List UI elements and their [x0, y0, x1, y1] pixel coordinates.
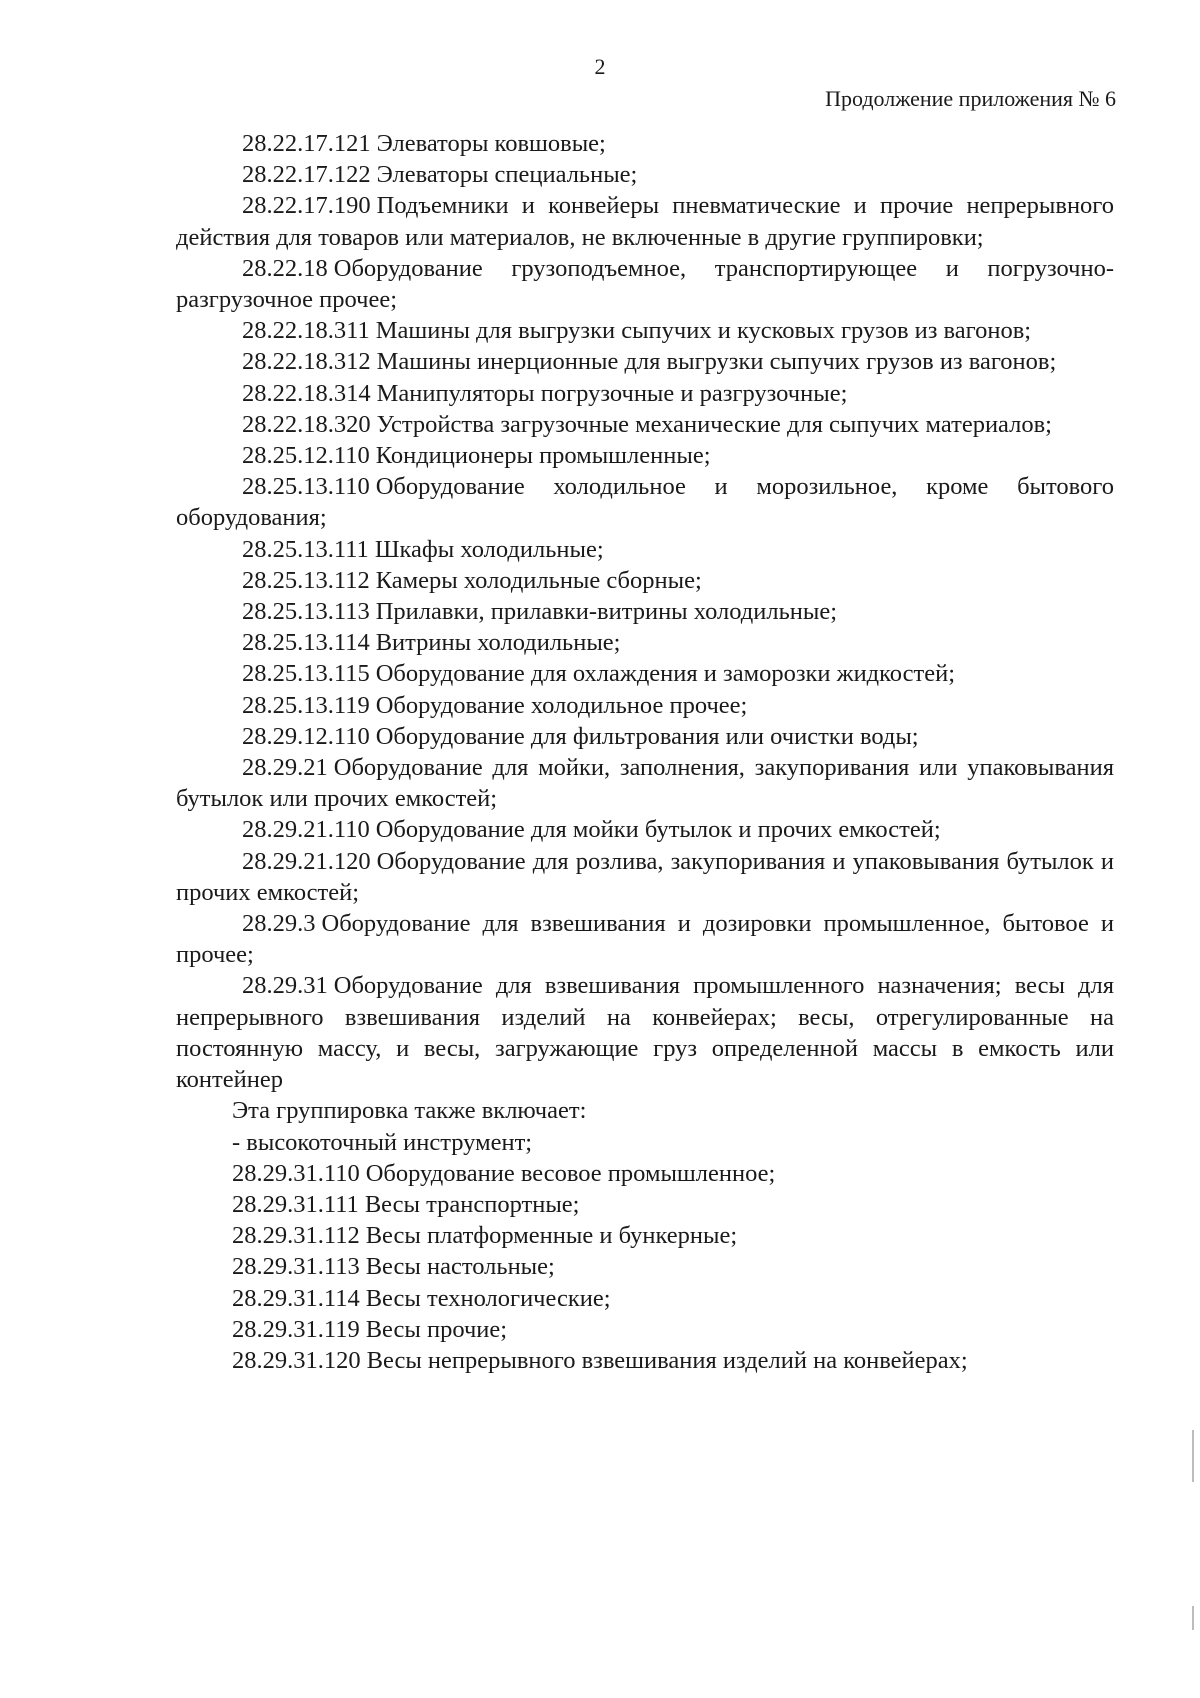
item-code: 28.29.31.110: [232, 1159, 360, 1187]
page-number: 2: [594, 54, 606, 79]
list-item: [176, 814, 1114, 845]
item-text: Оборудование для мойки, заполнения, закупоривания или упаковывания бутылок или прочих емкостей;: [176, 754, 1114, 813]
item-code: 28.25.13.113: [242, 598, 370, 626]
list-item: [176, 596, 1114, 627]
item-code: 28.22.18: [242, 254, 328, 282]
list-item: [176, 690, 1114, 721]
document-body: [176, 128, 1114, 1376]
item-code: 28.25.13.111: [242, 535, 369, 563]
list-item: [176, 565, 1114, 596]
item-code: 28.29.3: [242, 910, 316, 938]
item-text: Машины инерционные для выгрузки сыпучих грузов из вагонов;: [376, 348, 1057, 376]
list-item: [176, 1314, 1114, 1345]
item-code: 28.25.13.119: [242, 691, 370, 719]
list-item: [176, 752, 1114, 814]
item-text: Весы непрерывного взвешивания изделий на конвейерах;: [366, 1346, 968, 1374]
scan-edge-mark: [1192, 1606, 1194, 1630]
list-item: [176, 409, 1114, 440]
item-text: Весы технологические;: [365, 1284, 611, 1312]
item-text: Оборудование для розлива, закупоривания и упаковывания бутылок и прочих емкостей;: [176, 847, 1114, 906]
item-text: Машины для выгрузки сыпучих и кусковых грузов из вагонов;: [375, 317, 1032, 345]
list-item: [176, 1345, 1114, 1376]
item-text: Элеваторы ковшовые;: [376, 130, 606, 157]
scan-edge-mark: [1192, 1430, 1194, 1482]
item-text: Устройства загрузочные механические для сыпучих материалов;: [376, 410, 1052, 438]
item-code: 28.29.21.110: [242, 816, 370, 844]
item-text: Оборудование холодильное прочее;: [375, 691, 748, 719]
item-code: 28.25.13.110: [242, 473, 370, 501]
item-code: 28.22.17.121: [242, 130, 371, 157]
list-item: [176, 658, 1114, 689]
item-code: 28.22.18.320: [242, 410, 371, 438]
item-code: 28.25.13.114: [242, 629, 370, 657]
item-text: Оборудование грузоподъемное, транспортирующее и погрузочно-разгрузочное прочее;: [176, 254, 1114, 314]
list-item: [176, 846, 1114, 908]
item-text: Эта группировка также включает:: [232, 1097, 587, 1125]
list-item-note: [176, 1095, 1114, 1126]
list-item: [176, 534, 1114, 565]
item-text: Оборудование холодильное и морозильное, кроме бытового оборудования;: [176, 473, 1114, 532]
item-code: 28.22.18.311: [242, 317, 370, 345]
item-text: Прилавки, прилавки-витрины холодильные;: [375, 598, 838, 626]
item-text: Подъемники и конвейеры пневматические и прочие непрерывного действия для товаров или материалов, не включенные в другие группировки;: [176, 192, 1114, 251]
item-text: Оборудование для мойки бутылок и прочих емкостей;: [375, 816, 941, 844]
item-text: - высокоточный инструмент;: [232, 1128, 533, 1156]
list-item: [176, 721, 1114, 752]
list-item: [176, 1158, 1114, 1189]
item-code: 28.29.31: [242, 972, 328, 1000]
item-code: 28.29.31.113: [232, 1253, 360, 1281]
list-item: [176, 378, 1114, 409]
list-item: [176, 627, 1114, 658]
list-item: [176, 1251, 1114, 1282]
list-item: [176, 315, 1114, 346]
item-text: Оборудование для охлаждения и заморозки жидкостей;: [375, 660, 956, 688]
item-text: Весы платформенные и бункерные;: [365, 1222, 738, 1250]
item-code: 28.29.31.120: [232, 1346, 361, 1374]
list-item-note: [176, 1127, 1114, 1158]
item-text: Оборудование для фильтрования или очистки воды;: [375, 722, 919, 750]
item-code: 28.29.12.110: [242, 722, 370, 750]
list-item: [176, 970, 1114, 1095]
list-item: [176, 908, 1114, 970]
list-item: [176, 159, 1114, 190]
item-text: Весы настольные;: [365, 1253, 555, 1281]
list-item: [176, 346, 1114, 377]
list-item: [176, 128, 1114, 159]
item-text: Элеваторы специальные;: [376, 161, 638, 189]
item-text: Оборудование для взвешивания промышленного назначения; весы для непрерывного взвешивания изделий на конвейерах; весы, отрегулированные на постоянную массу, и весы, загружающие груз определенной массы в емкость или контейнер: [176, 972, 1114, 1094]
item-code: 28.29.31.119: [232, 1315, 360, 1343]
list-item: [176, 1220, 1114, 1251]
item-text: Оборудование весовое промышленное;: [365, 1159, 776, 1187]
item-text: Весы транспортные;: [364, 1190, 580, 1218]
item-code: 28.22.18.312: [242, 348, 371, 376]
list-item: [176, 1189, 1114, 1220]
list-item: [176, 190, 1114, 252]
list-item: [176, 1283, 1114, 1314]
item-code: 28.22.17.190: [242, 192, 371, 220]
item-text: Витрины холодильные;: [375, 629, 621, 657]
list-item: [176, 440, 1114, 471]
item-text: Манипуляторы погрузочные и разгрузочные;: [376, 379, 848, 407]
item-code: 28.29.21: [242, 754, 328, 782]
item-text: Оборудование для взвешивания и дозировки промышленное, бытовое и прочее;: [176, 910, 1114, 969]
item-code: 28.22.18.314: [242, 379, 371, 407]
item-code: 28.25.13.115: [242, 660, 370, 688]
list-item: [176, 471, 1114, 533]
appendix-header-note: Продолжение приложения № 6: [825, 86, 1116, 111]
item-code: 28.29.31.112: [232, 1222, 360, 1250]
item-text: Шкафы холодильные;: [374, 535, 604, 563]
item-code: 28.25.13.112: [242, 566, 370, 594]
item-code: 28.29.31.111: [232, 1190, 359, 1218]
item-code: 28.22.17.122: [242, 161, 371, 189]
item-text: Кондиционеры промышленные;: [375, 442, 711, 470]
item-code: 28.25.12.110: [242, 442, 370, 470]
item-text: Камеры холодильные сборные;: [375, 566, 702, 594]
list-item: [176, 253, 1114, 315]
item-code: 28.29.21.120: [242, 847, 371, 875]
item-text: Весы прочие;: [365, 1315, 508, 1343]
item-code: 28.29.31.114: [232, 1284, 360, 1312]
